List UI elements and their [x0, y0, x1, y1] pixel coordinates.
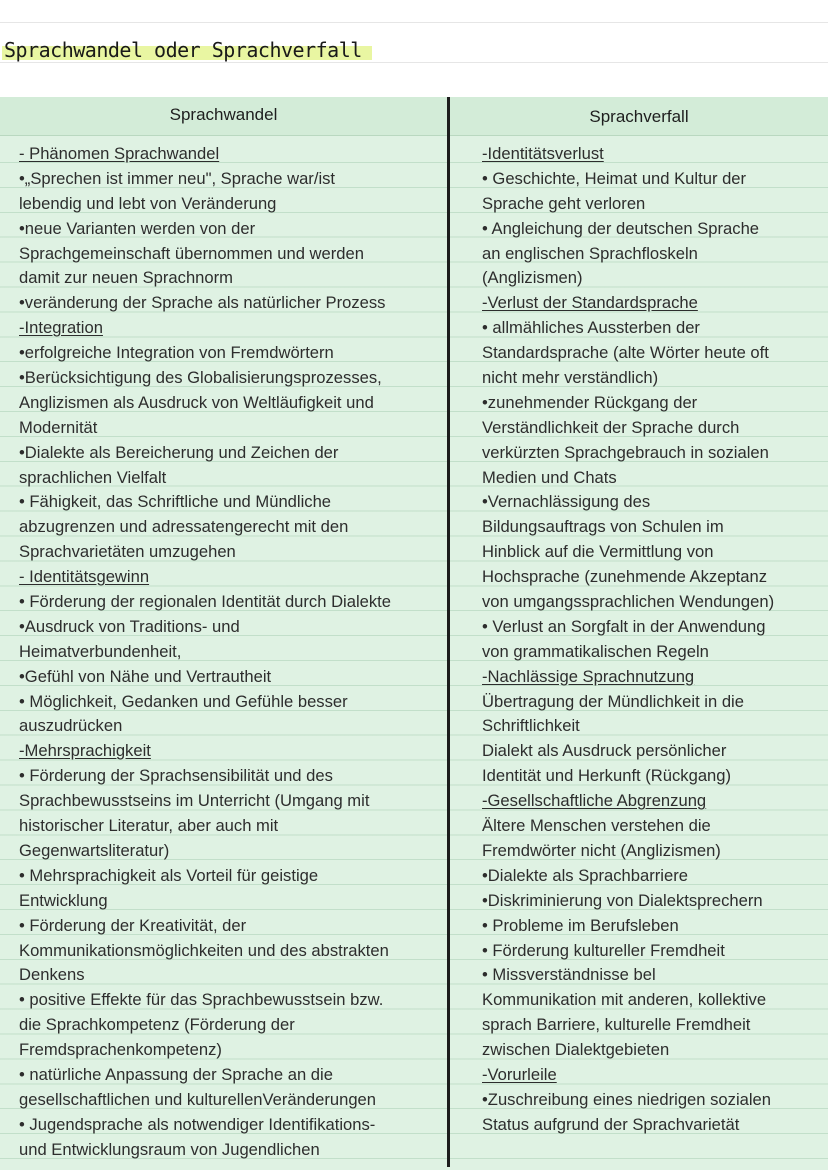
section-heading: -Integration: [19, 318, 103, 338]
top-rule: [0, 22, 828, 23]
text-line: •„Sprechen ist immer neu", Sprache war/ist: [19, 168, 336, 188]
comparison-table: [0, 97, 828, 1170]
text-line: Bildungsauftrags von Schulen im: [482, 517, 724, 537]
section-heading: -Gesellschaftliche Abgrenzung: [482, 791, 707, 811]
text-line: •Dialekte als Sprachbarriere: [482, 865, 688, 885]
text-line: •Dialekte als Bereicherung und Zeichen der: [19, 442, 339, 462]
text-line: Kommunikationsmöglichkeiten und des abstrakten: [19, 940, 389, 960]
text-line: verkürzten Sprachgebrauch in sozialen: [482, 442, 769, 462]
text-line: abzugrenzen und adressatengerecht mit den: [19, 517, 349, 537]
text-line: •erfolgreiche Integration von Fremdwörtern: [19, 343, 334, 363]
text-line: • Geschichte, Heimat und Kultur der: [482, 168, 747, 188]
text-line: •neue Varianten werden von der: [19, 218, 256, 238]
text-line: zwischen Dialektgebieten: [482, 1040, 670, 1060]
text-line: Sprachgemeinschaft übernommen und werden: [19, 243, 364, 263]
text-line: von umgangssprachlichen Wendungen): [482, 592, 775, 612]
text-line: • Förderung der Sprachsensibilität und des: [19, 766, 333, 786]
title-highlight: [2, 38, 372, 62]
text-line: •Vernachlässigung des: [482, 492, 651, 512]
column-sprachwandel: [19, 142, 444, 1163]
text-line: gesellschaftlichen und kulturellenVeränderungen: [19, 1089, 377, 1109]
text-line: die Sprachkompetenz (Förderung der: [19, 1015, 295, 1035]
text-line: •Ausdruck von Traditions- und: [19, 616, 240, 636]
text-line: Sprachvarietäten umzugehen: [19, 542, 236, 562]
section-heading: - Identitätsgewinn: [19, 567, 150, 587]
text-line: Ältere Menschen verstehen die: [482, 816, 711, 836]
text-line: Sprachbewusstseins im Unterricht (Umgang mit: [19, 791, 370, 811]
text-line: • Förderung der regionalen Identität durch Dialekte: [19, 592, 392, 612]
text-line: •Diskriminierung von Dialektsprechern: [482, 890, 763, 910]
text-line: an englischen Sprachfloskeln: [482, 243, 698, 263]
text-line: Denkens: [19, 965, 85, 985]
text-line: Gegenwartsliteratur): [19, 840, 170, 860]
text-line: Fremdsprachenkompetenz): [19, 1040, 222, 1060]
text-line: sprachlichen Vielfalt: [19, 467, 167, 487]
column-divider: [447, 97, 450, 1167]
text-line: •veränderung der Sprache als natürlicher Prozess: [19, 293, 386, 313]
text-line: Medien und Chats: [482, 467, 617, 487]
text-line: Kommunikation mit anderen, kollektive: [482, 990, 767, 1010]
text-line: von grammatikalischen Regeln: [482, 641, 709, 661]
section-heading: -Vorurleile: [482, 1064, 557, 1084]
page-title: Sprachwandel oder Sprachverfall: [2, 36, 372, 64]
column-sprachverfall: [482, 142, 826, 1138]
section-heading: -Identitätsverlust: [482, 144, 604, 163]
text-line: Anglizismen als Ausdruck von Weltläufigkeit und: [19, 392, 374, 412]
section-heading: -Verlust der Standardsprache: [482, 293, 698, 313]
text-line: Verständlichkeit der Sprache durch: [482, 417, 740, 437]
text-line: • positive Effekte für das Sprachbewusstsein bzw.: [19, 990, 384, 1010]
column-header-sprachverfall: Sprachverfall: [589, 107, 689, 126]
text-line: Sprache geht verloren: [482, 193, 646, 213]
text-line: •Zuschreibung eines niedrigen sozialen: [482, 1089, 772, 1109]
text-line: historischer Literatur, aber auch mit: [19, 816, 279, 836]
text-line: auszudrücken: [19, 716, 123, 736]
text-line: • Probleme im Berufsleben: [482, 915, 679, 935]
text-line: sprach Barriere, kulturelle Fremdheit: [482, 1015, 751, 1035]
text-line: • natürliche Anpassung der Sprache an die: [19, 1064, 333, 1084]
section-heading: -Nachlässige Sprachnutzung: [482, 666, 695, 686]
text-line: • Verlust an Sorgfalt in der Anwendung: [482, 616, 766, 636]
text-line: Hinblick auf die Vermittlung von: [482, 542, 714, 562]
section-heading: - Phänomen Sprachwandel: [19, 144, 220, 163]
text-line: •Berücksichtigung des Globalisierungsprozesses,: [19, 368, 382, 388]
section-heading: -Mehrsprachigkeit: [19, 741, 151, 761]
text-line: Modernität: [19, 417, 98, 437]
text-line: • Missverständnisse bel: [482, 965, 656, 985]
text-line: Schriftlichkeit: [482, 716, 580, 736]
text-line: damit zur neuen Sprachnorm: [19, 268, 233, 288]
text-line: • Möglichkeit, Gedanken und Gefühle besser: [19, 691, 348, 711]
text-line: Fremdwörter nicht (Anglizismen): [482, 840, 721, 860]
column-header-sprachwandel: Sprachwandel: [169, 105, 278, 124]
text-line: • Mehrsprachigkeit als Vorteil für geistige: [19, 865, 319, 885]
text-line: •Gefühl von Nähe und Vertrautheit: [19, 666, 272, 686]
text-line: • Förderung kultureller Fremdheit: [482, 940, 725, 960]
text-line: Hochsprache (zunehmende Akzeptanz: [482, 567, 768, 587]
text-line: Entwicklung: [19, 890, 108, 910]
text-line: Status aufgrund der Sprachvarietät: [482, 1114, 740, 1134]
text-line: • Angleichung der deutschen Sprache: [482, 218, 760, 238]
text-line: Dialekt als Ausdruck persönlicher: [482, 741, 727, 761]
text-line: Heimatverbundenheit,: [19, 641, 182, 661]
text-line: Standardsprache (alte Wörter heute oft: [482, 343, 769, 363]
text-line: • Fähigkeit, das Schriftliche und Mündliche: [19, 492, 332, 512]
text-line: • Jugendsprache als notwendiger Identifikations-: [19, 1114, 376, 1134]
text-line: • Förderung der Kreativität, der: [19, 915, 247, 935]
text-line: Übertragung der Mündlichkeit in die: [482, 691, 744, 711]
text-line: nicht mehr verständlich): [482, 368, 659, 388]
text-line: lebendig und lebt von Veränderung: [19, 193, 277, 213]
text-line: •zunehmender Rückgang der: [482, 392, 698, 412]
text-line: Identität und Herkunft (Rückgang): [482, 766, 732, 786]
text-line: und Entwicklungsraum von Jugendlichen: [19, 1139, 320, 1159]
text-line: • allmähliches Aussterben der: [482, 318, 700, 338]
text-line: (Anglizismen): [482, 268, 583, 288]
